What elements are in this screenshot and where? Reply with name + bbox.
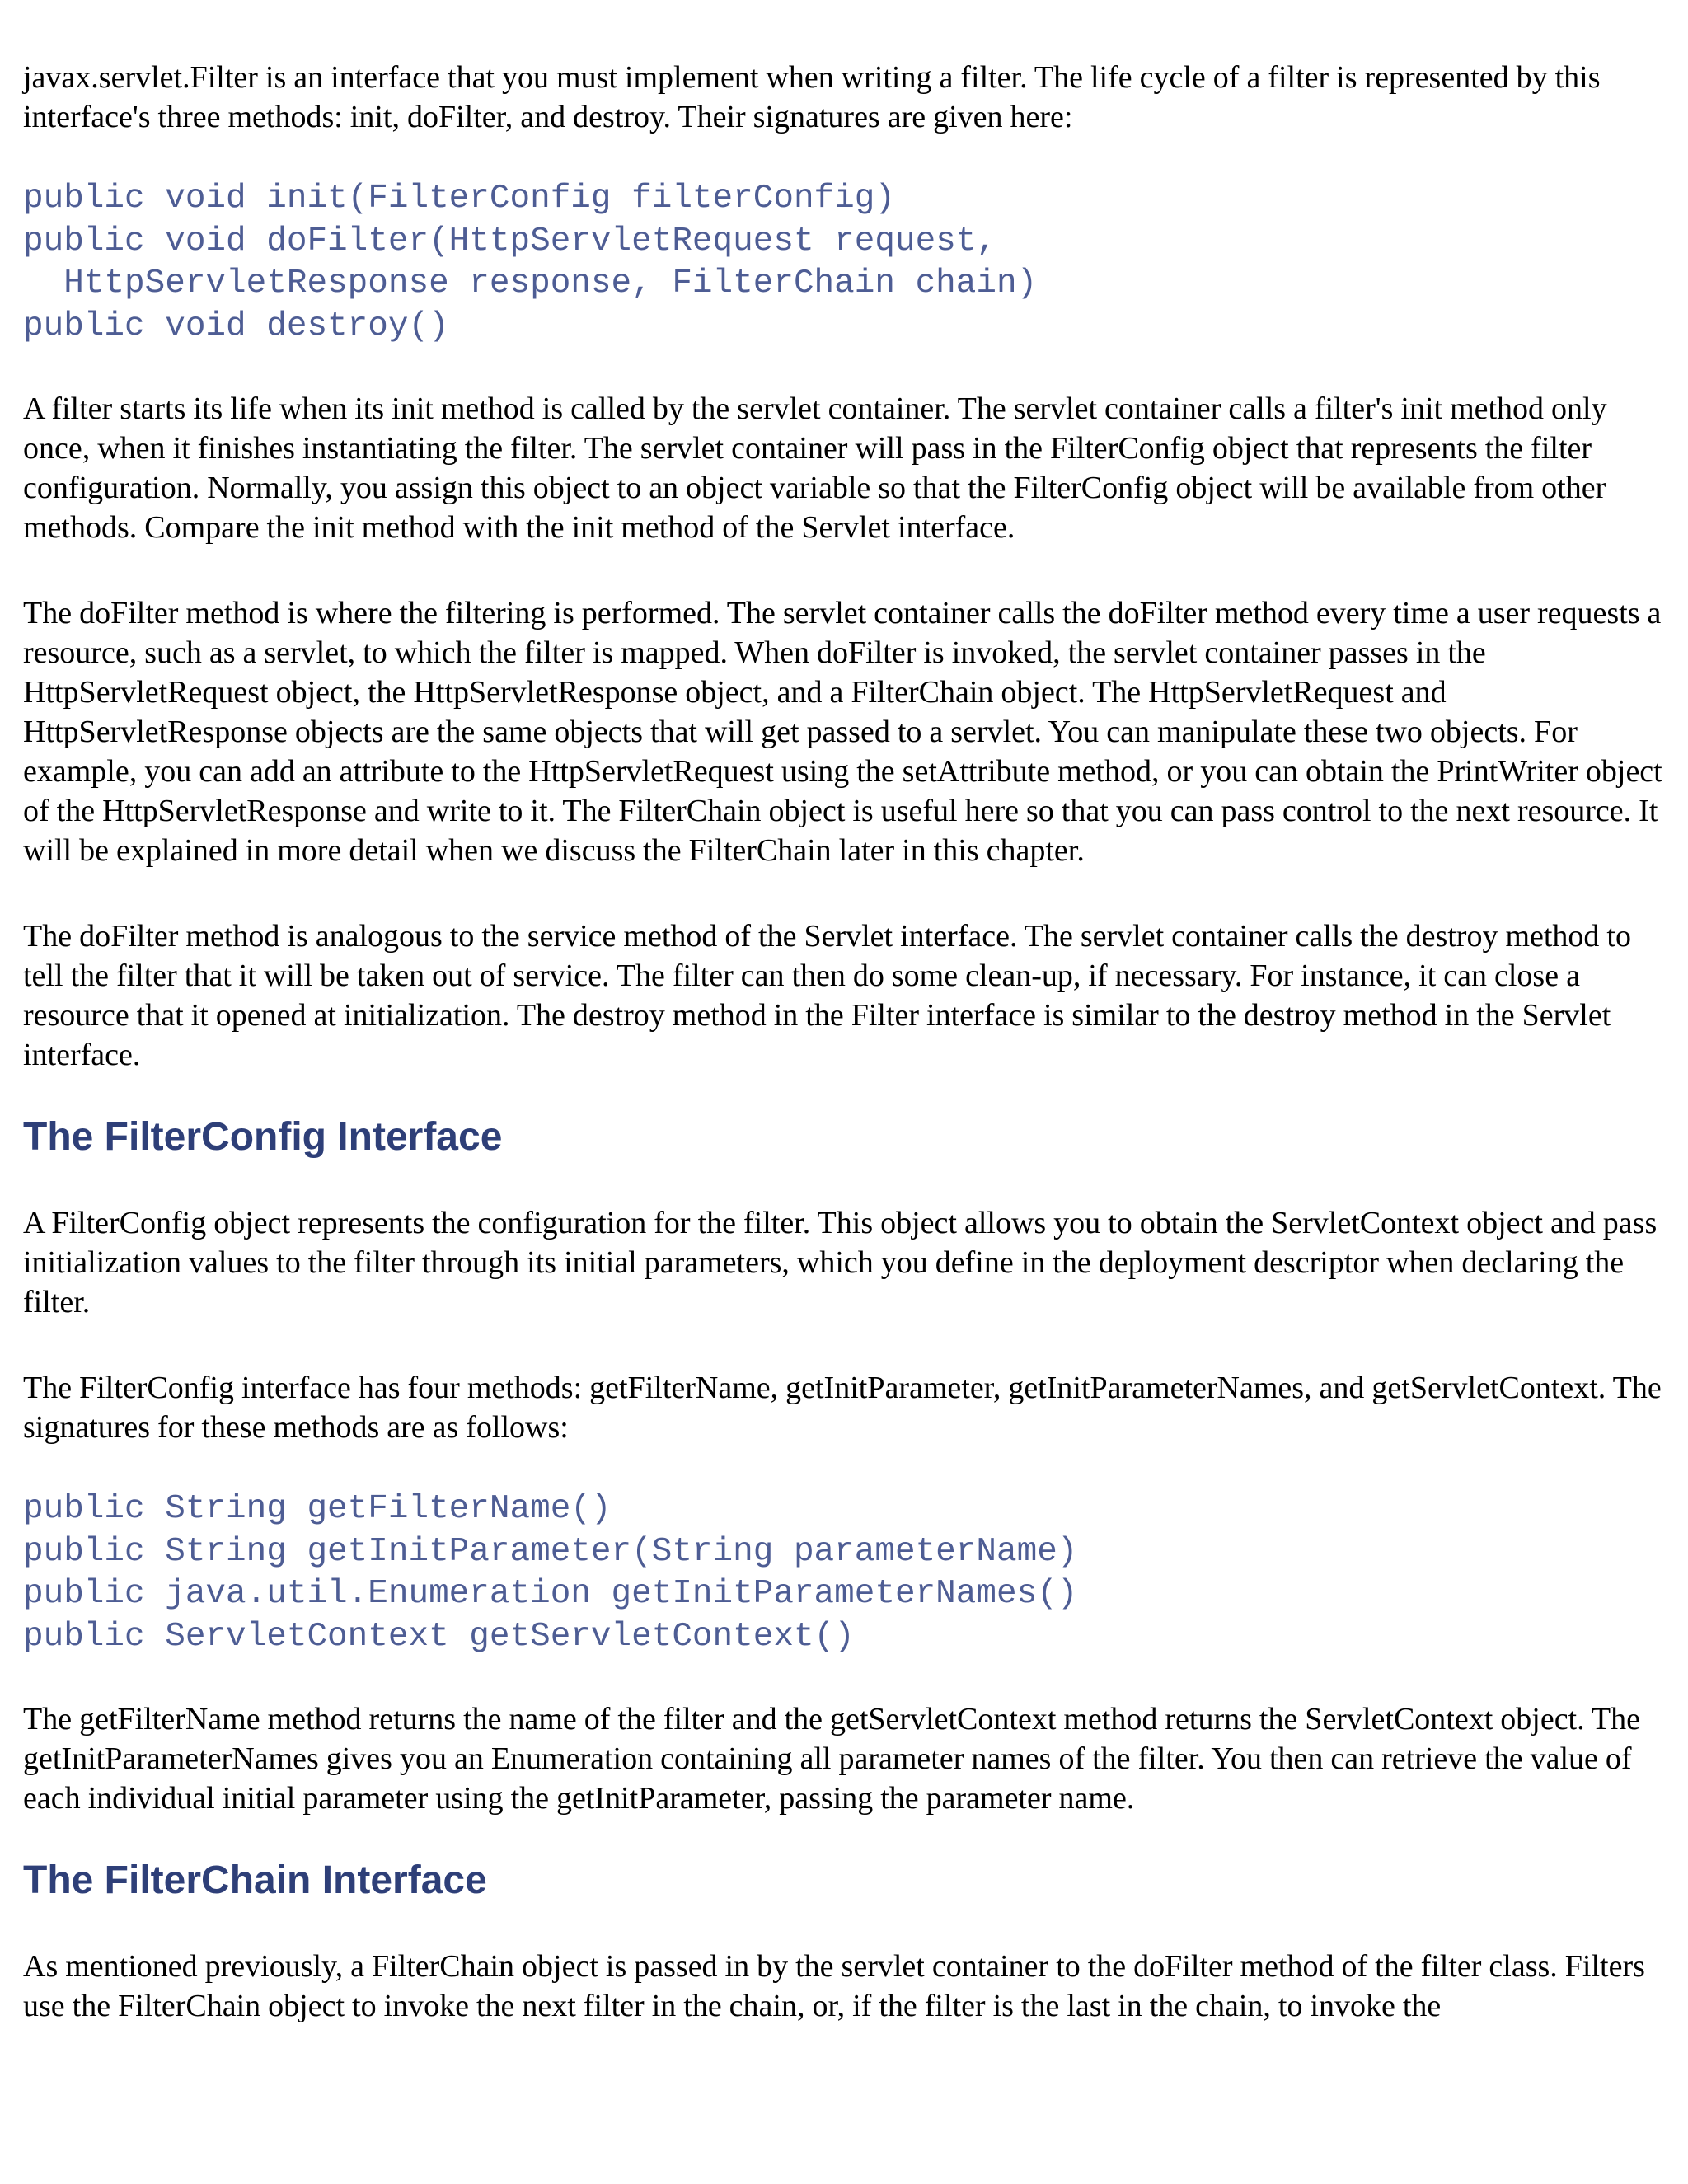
code-line: public void init(FilterConfig filterConfig): [23, 180, 895, 218]
code-line: public java.util.Enumeration getInitParameterNames(): [23, 1575, 1078, 1613]
filterconfig-description-paragraph: The getFilterName method returns the name of the filter and the getServletContext method returns the ServletContext object. The getInitParameterNames gives you an Enumeration containing all parameter names of the filter. You then can retrieve the value of each individual initial parameter using the getInitParameter, passing the parameter name.: [23, 1702, 1641, 1816]
filter-methods-code-block: [23, 178, 1663, 348]
filterconfig-methods-paragraph: The FilterConfig interface has four methods: getFilterName, getInitParameter, getInitParameterNames, and getServletContext. The signatures for these methods are as follows:: [23, 1371, 1662, 1445]
code-line: public String getInitParameter(String parameterName): [23, 1532, 1078, 1571]
filterchain-intro-paragraph: As mentioned previously, a FilterChain object is passed in by the servlet container to the doFilter method of the filter class. Filters use the FilterChain object to invoke the next filter in the chain, or, if the filter is the last in the chain, to invoke the: [23, 1949, 1645, 2023]
code-line: public void destroy(): [23, 307, 449, 345]
code-line: public void doFilter(HttpServletRequest request,: [23, 222, 996, 260]
code-line: HttpServletResponse response, FilterChain chain): [23, 265, 1038, 302]
filterchain-heading: The FilterChain Interface: [23, 1858, 487, 1902]
code-line: public ServletContext getServletContext(): [23, 1617, 855, 1656]
filterconfig-heading: The FilterConfig Interface: [23, 1115, 503, 1159]
init-lifecycle-paragraph: A filter starts its life when its init method is called by the servlet container. The servlet container calls a filter's init method only once, when it finishes instantiating the filter. The servlet container will pass in the FilterConfig object that represents the filter configuration. Normally, you assign this object to an object variable so that the FilterConfig object will be available from other methods. Compare the init method with the init method of the Servlet interface.: [23, 391, 1607, 545]
destroy-paragraph: The doFilter method is analogous to the service method of the Servlet interface. The servlet container calls the destroy method to tell the filter that it will be taken out of service. The filter can then do some clean-up, if necessary. For instance, it can close a resource that it opened at initialization. The destroy method in the Filter interface is similar to the destroy method in the Servlet interface.: [23, 919, 1631, 1072]
intro-paragraph: javax.servlet.Filter is an interface that you must implement when writing a filter. The life cycle of a filter is represented by this interface's three methods: init, doFilter, and destroy. Their signatures are given here:: [23, 60, 1601, 134]
filterconfig-intro-paragraph: A FilterConfig object represents the configuration for the filter. This object allows you to obtain the ServletContext object and pass initialization values to the filter through its initial parameters, which you define in the deployment descriptor when declaring the filter.: [23, 1206, 1658, 1319]
document-page: [23, 58, 1663, 2026]
dofilter-paragraph: The doFilter method is where the filtering is performed. The servlet container calls the doFilter method every time a user requests a resource, such as a servlet, to which the filter is mapped. When doFilter is invoked, the servlet container passes in the HttpServletRequest object, the HttpServletResponse object, and a FilterChain object. The HttpServletRequest and HttpServletResponse objects are the same objects that will get passed to a servlet. You can manipulate these two objects. For example, you can add an attribute to the HttpServletRequest using the setAttribute method, or you can obtain the PrintWriter object of the HttpServletResponse and write to it. The FilterChain object is useful here so that you can pass control to the next resource. It will be explained in more detail when we discuss the FilterChain later in this chapter.: [23, 596, 1662, 868]
code-line: public String getFilterName(): [23, 1490, 612, 1528]
filterconfig-code-block: [23, 1488, 1663, 1658]
